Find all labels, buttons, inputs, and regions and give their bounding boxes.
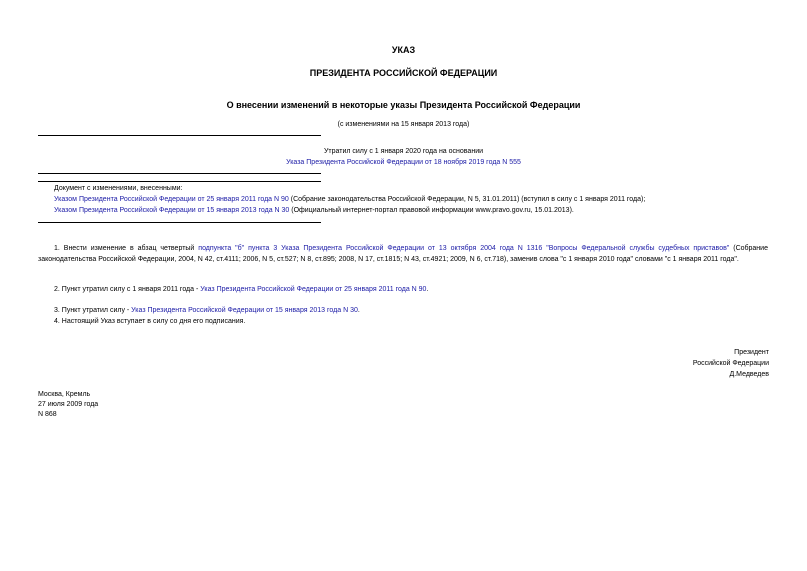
paragraph-4: 4. Настоящий Указ вступает в силу со дня его подписания. bbox=[54, 318, 246, 325]
change-text: (Официальный интернет-портал правовой информации www.pravo.gov.ru, 15.01.2013). bbox=[289, 207, 574, 214]
document-number: N 868 bbox=[38, 411, 57, 418]
change-link[interactable]: Указом Президента Российской Федерации от 25 января 2011 года N 90 bbox=[54, 196, 289, 203]
divider bbox=[38, 135, 321, 136]
document-title: О внесении изменений в некоторые указы Президента Российской Федерации bbox=[226, 100, 581, 110]
change-item bbox=[54, 196, 645, 203]
divider bbox=[38, 173, 321, 174]
p3-text: 3. Пункт утратил силу - bbox=[54, 307, 132, 314]
change-item bbox=[54, 207, 574, 214]
signing-place: Москва, Кремль bbox=[38, 391, 91, 398]
signing-date: 27 июля 2009 года bbox=[38, 401, 99, 408]
signature-country: Российской Федерации bbox=[692, 360, 769, 367]
p1-text: 1. Внести изменение в абзац четвертый bbox=[54, 245, 199, 252]
change-text: (Собрание законодательства Российской Федерации, N 5, 31.01.2011) (вступил в силу с 1 января 2011 года); bbox=[288, 196, 646, 203]
p1-text-end: (Собрание законодательства Российской Федерации, 2004, N 42, ст.4111; 2006, N 5, ст.527; N 8, ст.895; 2008, N 17, ст.1815; N 43, ст.4921; 2009, N 6, ст.718), заменив слова "с 1 января 2010 года" словами "с 1 января 2011 года". bbox=[38, 245, 768, 263]
p1-link[interactable]: подпункта "б" пункта 3 Указа Президента Российской Федерации от 13 октября 2004 года N 1316 "Вопросы Федеральной службы судебных приставов" bbox=[198, 245, 730, 252]
changes-heading: Документ с изменениями, внесенными: bbox=[54, 185, 183, 192]
doc-type-title: УКАЗ bbox=[391, 45, 416, 55]
signature-title: Президент bbox=[734, 349, 769, 356]
p3-text-end: . bbox=[357, 307, 360, 314]
divider bbox=[38, 181, 321, 182]
paragraph-3 bbox=[54, 307, 360, 314]
paragraph-2 bbox=[54, 286, 428, 293]
p2-link[interactable]: Указ Президента Российской Федерации от 25 января 2011 года N 90 bbox=[200, 286, 427, 293]
edition-note: (с изменениями на 15 января 2013 года) bbox=[337, 121, 470, 128]
lost-force-text: Утратил силу с 1 января 2020 года на основании bbox=[323, 148, 484, 155]
paragraph-1 bbox=[38, 243, 768, 265]
lost-force-link[interactable]: Указа Президента Российской Федерации от 18 ноября 2019 года N 555 bbox=[286, 159, 521, 166]
p2-text: 2. Пункт утратил силу с 1 января 2011 года - bbox=[54, 286, 201, 293]
p2-text-end: . bbox=[426, 286, 429, 293]
signature-name: Д.Медведев bbox=[729, 371, 769, 378]
issuer-title: ПРЕЗИДЕНТА РОССИЙСКОЙ ФЕДЕРАЦИИ bbox=[309, 68, 498, 78]
p3-link[interactable]: Указ Президента Российской Федерации от 15 января 2013 года N 30 bbox=[131, 307, 358, 314]
divider bbox=[38, 222, 321, 223]
change-link[interactable]: Указом Президента Российской Федерации от 15 января 2013 года N 30 bbox=[54, 207, 290, 214]
